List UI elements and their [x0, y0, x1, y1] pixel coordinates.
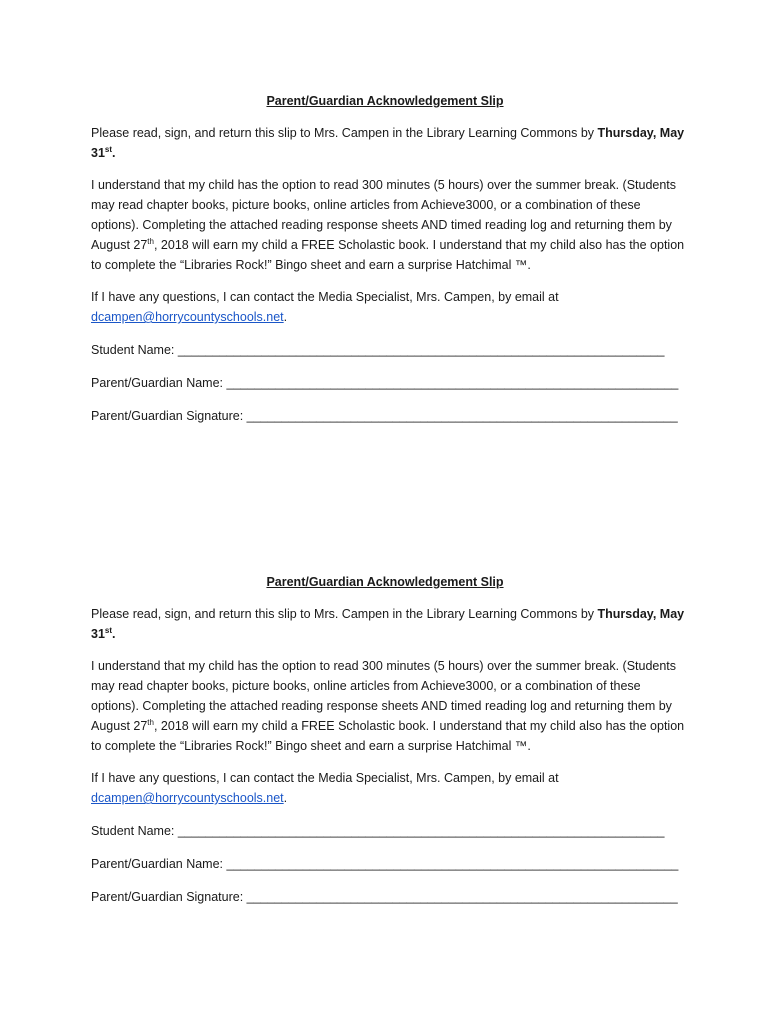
- guardian-signature-field[interactable]: Parent/Guardian Signature: ______________________________________________________________: [91, 409, 678, 423]
- body-text-2: , 2018 will earn my child a FREE Scholastic book. I understand that my child also has the option to complete the “Libraries Rock!” Bingo sheet and earn a surprise Hatchimal ™.: [91, 238, 685, 272]
- contact-text: If I have any questions, I can contact the Media Specialist, Mrs. Campen, by email at: [91, 771, 559, 785]
- due-date-text: Thursday, May 31: [91, 126, 685, 160]
- body-text-1: I understand that my child has the option to read 300 minutes (5 hours) over the summer break. (Students may read chapter books, picture books, online articles from Achieve3000, or a combination of these options). Completing the attached reading response sheets AND timed reading log and returning them by August 27: [91, 178, 677, 252]
- intro-paragraph: [91, 604, 691, 644]
- student-name-field[interactable]: Student Name: ______________________________________________________________________: [91, 343, 665, 357]
- student-name-field[interactable]: Student Name: ______________________________________________________________________: [91, 824, 665, 838]
- contact-period: .: [283, 310, 288, 324]
- due-date-period: .: [112, 627, 116, 641]
- contact-paragraph: [91, 287, 691, 327]
- guardian-name-field[interactable]: Parent/Guardian Name: _________________________________________________________________: [91, 376, 679, 390]
- body-paragraph: [91, 175, 691, 275]
- slip-title: Parent/Guardian Acknowledgement Slip: [266, 575, 504, 589]
- date-suffix: th: [147, 236, 154, 246]
- acknowledgement-slip-2: [91, 575, 691, 920]
- intro-text: Please read, sign, and return this slip to Mrs. Campen in the Library Learning Commons by: [91, 607, 598, 621]
- acknowledgement-slip-1: [91, 94, 691, 439]
- due-date-period: .: [112, 146, 116, 160]
- contact-paragraph: [91, 768, 691, 808]
- email-link[interactable]: dcampen@horrycountyschools.net: [91, 791, 284, 805]
- body-paragraph: [91, 656, 691, 756]
- intro-text: Please read, sign, and return this slip to Mrs. Campen in the Library Learning Commons by: [91, 126, 598, 140]
- contact-period: .: [283, 791, 288, 805]
- guardian-signature-field[interactable]: Parent/Guardian Signature: ______________________________________________________________: [91, 890, 678, 904]
- date-suffix: th: [147, 717, 154, 727]
- due-date-text: Thursday, May 31: [91, 607, 685, 641]
- email-link[interactable]: dcampen@horrycountyschools.net: [91, 310, 284, 324]
- contact-text: If I have any questions, I can contact the Media Specialist, Mrs. Campen, by email at: [91, 290, 559, 304]
- due-date-suffix: st: [104, 144, 113, 154]
- guardian-name-field[interactable]: Parent/Guardian Name: _________________________________________________________________: [91, 857, 679, 871]
- body-text-2: , 2018 will earn my child a FREE Scholastic book. I understand that my child also has the option to complete the “Libraries Rock!” Bingo sheet and earn a surprise Hatchimal ™.: [91, 719, 685, 753]
- due-date-suffix: st: [104, 625, 113, 635]
- body-text-1: I understand that my child has the option to read 300 minutes (5 hours) over the summer break. (Students may read chapter books, picture books, online articles from Achieve3000, or a combination of these options). Completing the attached reading response sheets AND timed reading log and returning them by August 27: [91, 659, 677, 733]
- intro-paragraph: [91, 123, 691, 163]
- slip-title: Parent/Guardian Acknowledgement Slip: [266, 94, 504, 108]
